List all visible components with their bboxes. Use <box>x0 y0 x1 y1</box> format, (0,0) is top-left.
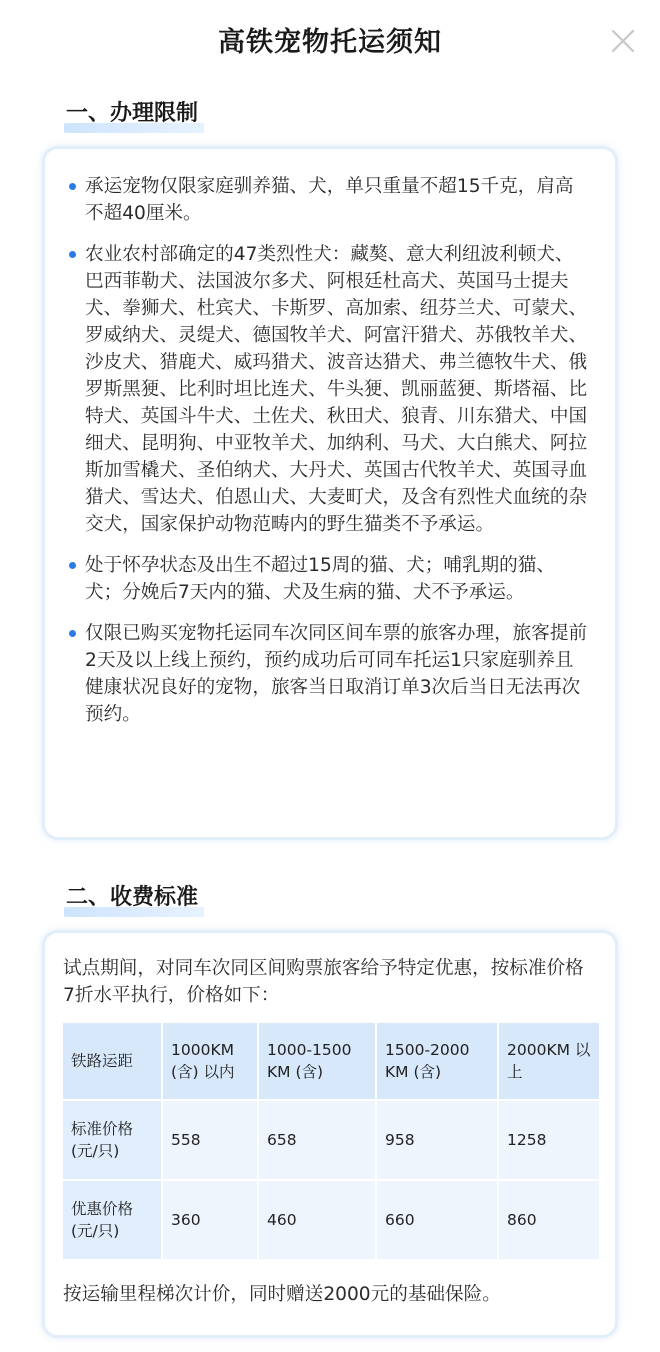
fees-footnote: 按运输里程梯次计价，同时赠送2000元的基础保险。 <box>63 1284 501 1305</box>
list-item-text: 处于怀孕状态及出生不超过15周的猫、犬；哺乳期的猫、犬；分娩后7天内的猫、犬及生病的猫、犬不予承运。 <box>85 555 555 603</box>
section-heading-fees <box>64 880 202 913</box>
list-item <box>69 552 589 606</box>
table-cell: 660 <box>377 1181 497 1259</box>
table-row <box>63 1101 599 1179</box>
section-heading-restrictions <box>64 96 202 129</box>
bullet-dot-icon <box>69 562 76 569</box>
table-header-cell: 1000KM (含) 以内 <box>163 1023 257 1099</box>
table-cell: 658 <box>259 1101 375 1179</box>
page-title: 高铁宠物托运须知 <box>218 27 442 58</box>
table-cell: 460 <box>259 1181 375 1259</box>
table-header-cell: 1500-2000 KM (含) <box>377 1023 497 1099</box>
bullet-dot-icon <box>69 251 76 258</box>
table-cell: 558 <box>163 1101 257 1179</box>
table-header-cell: 1000-1500 KM (含) <box>259 1023 375 1099</box>
table-cell: 958 <box>377 1101 497 1179</box>
list-item-text: 仅限已购买宠物托运同车次同区间车票的旅客办理，旅客提前2天及以上线上预约，预约成功后可同车托运1只家庭驯养且健康状况良好的宠物，旅客当日取消订单3次后当日无法再次预约。 <box>85 623 588 725</box>
fees-intro: 试点期间，对同车次同区间购票旅客给予特定优惠，按标准价格7折水平执行，价格如下： <box>63 958 584 1006</box>
list-item <box>69 620 589 728</box>
table-row-label: 标准价格 (元/只) <box>63 1101 161 1179</box>
list-item <box>69 241 589 538</box>
table-cell: 860 <box>499 1181 599 1259</box>
section-heading-fees-text: 二、收费标准 <box>66 885 199 910</box>
list-item-text: 农业农村部确定的47类烈性犬：藏獒、意大利纽波利顿犬、巴西菲勒犬、法国波尔多犬、阿根廷杜高犬、英国马士提夫犬、拳狮犬、杜宾犬、卡斯罗、高加索、纽芬兰犬、可蒙犬、罗威纳犬、灵缇犬、德国牧羊犬、阿富汗猎犬、苏俄牧羊犬、沙皮犬、猎鹿犬、威玛猎犬、波音达猎犬、弗兰德牧牛犬、俄罗斯黑㹴、比利时坦比连犬、牛头㹴、凯丽蓝㹴、斯塔福、比特犬、英国斗牛犬、土佐犬、秋田犬、狼青、川东猎犬、中国细犬、昆明狗、中亚牧羊犬、加纳利、马犬、大白熊犬、阿拉斯加雪橇犬、圣伯纳犬、大丹犬、英国古代牧羊犬、英国寻血猎犬、雪达犬、伯恩山犬、大麦町犬，及含有烈性犬血统的杂交犬，国家保护动物范畴内的野生猫类不予承运。 <box>85 244 588 535</box>
table-cell: 360 <box>163 1181 257 1259</box>
fees-card <box>42 930 618 1338</box>
restrictions-card <box>42 146 618 840</box>
table-header-row <box>63 1023 599 1099</box>
table-row <box>63 1181 599 1259</box>
table-header-cell: 铁路运距 <box>63 1023 161 1099</box>
close-button[interactable] <box>610 28 636 54</box>
close-icon <box>610 28 636 54</box>
table-row-label: 优惠价格 (元/只) <box>63 1181 161 1259</box>
bullet-dot-icon <box>69 630 76 637</box>
table-header-cell: 2000KM 以上 <box>499 1023 599 1099</box>
list-item-text: 承运宠物仅限家庭驯养猫、犬，单只重量不超15千克，肩高不超40厘米。 <box>85 176 574 224</box>
list-item <box>69 173 589 227</box>
table-cell: 1258 <box>499 1101 599 1179</box>
section-heading-restrictions-text: 一、办理限制 <box>66 101 199 126</box>
bullet-dot-icon <box>69 183 76 190</box>
fee-table <box>61 1021 601 1261</box>
